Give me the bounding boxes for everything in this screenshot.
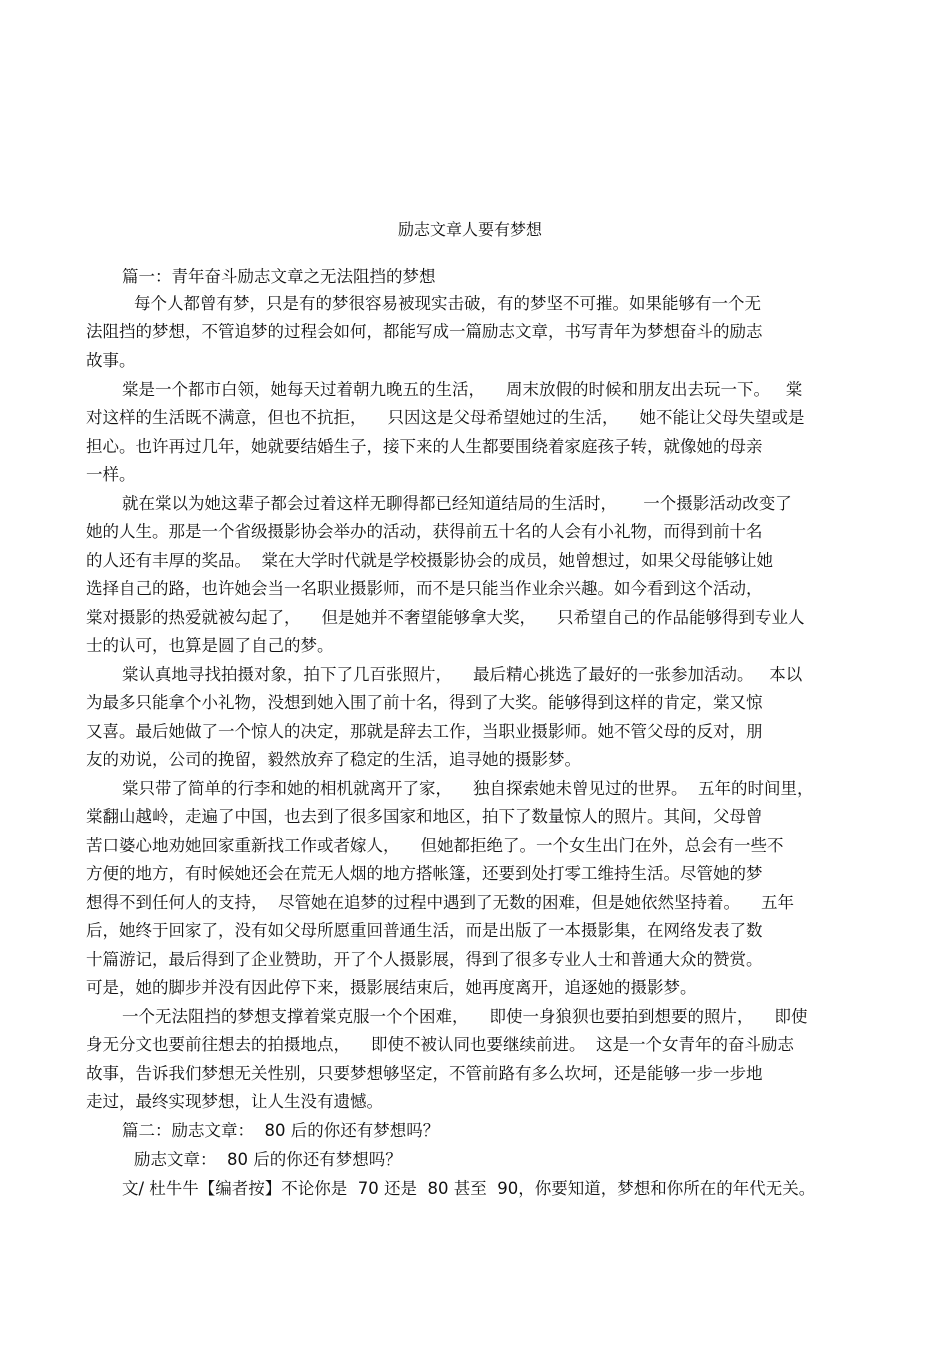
text-line: 后，她终于回家了，没有如父母所愿重回普通生活，而是出版了一本摄影集，在网络发表了数 [86, 921, 763, 940]
text-line: 一样。 [86, 465, 136, 484]
section-heading-1: 篇一：青年奋斗励志文章之无法阻挡的梦想 [122, 267, 436, 286]
text-line: 想得不到任何人的支持， 尽管她在追梦的过程中遇到了无数的困难，但是她依然坚持着。 五年 [86, 893, 794, 912]
text-line: 就在棠以为她这辈子都会过着这样无聊得都已经知道结局的生活时， 一个摄影活动改变了 [122, 494, 792, 513]
text-line: 一个无法阻挡的梦想支撑着棠克服一个个困难， 即使一身狼狈也要拍到想要的照片， 即使 [122, 1007, 808, 1026]
document-title: 励志文章人要有梦想 [397, 220, 542, 239]
text-line: 对这样的生活既不满意，但也不抗拒， 只因这是父母希望她过的生活， 她不能让父母失望或是 [86, 408, 805, 427]
text-line: 棠翻山越岭，走遍了中国，也去到了很多国家和地区，拍下了数量惊人的照片。其间，父母曾 [86, 807, 763, 826]
subheading: 励志文章： 80 后的你还有梦想吗？ [134, 1150, 402, 1169]
text-line: 又喜。最后她做了一个惊人的决定，那就是辞去工作，当职业摄影师。她不管父母的反对，朋 [86, 722, 763, 741]
text-line: 棠认真地寻找拍摄对象，拍下了几百张照片， 最后精心挑选了最好的一张参加活动。 本以 [122, 665, 803, 684]
text-line: 文/ 杜牛牛【编者按】不论你是 70 还是 80 甚至 90，你要知道，梦想和你所在的年代无关。 [122, 1179, 816, 1198]
text-line: 十篇游记，最后得到了企业赞助，开了个人摄影展，得到了很多专业人士和普通大众的赞赏。 [86, 950, 763, 969]
text-line: 选择自己的路，也许她会当一名职业摄影师，而不是只能当作业余兴趣。如今看到这个活动， [86, 579, 763, 598]
section-heading-2: 篇二：励志文章： 80 后的你还有梦想吗？ [122, 1121, 440, 1140]
text-line: 她的人生。那是一个省级摄影协会举办的活动，获得前五十名的人会有小礼物，而得到前十名 [86, 522, 763, 541]
text-line: 故事。 [86, 351, 136, 370]
text-line: 担心。也许再过几年，她就要结婚生子，接下来的人生都要围绕着家庭孩子转，就像她的母亲 [86, 437, 763, 456]
text-line: 的人还有丰厚的奖品。 棠在大学时代就是学校摄影协会的成员，她曾想过，如果父母能够让她 [86, 551, 773, 570]
text-line: 走过，最终实现梦想，让人生没有遗憾。 [86, 1092, 383, 1111]
text-line: 棠是一个都市白领，她每天过着朝九晚五的生活， 周末放假的时候和朋友出去玩一下。 棠 [122, 380, 803, 399]
text-line: 士的认可，也算是圆了自己的梦。 [86, 636, 334, 655]
text-line: 每个人都曾有梦，只是有的梦很容易被现实击破，有的梦坚不可摧。如果能够有一个无 [134, 294, 761, 313]
text-line: 身无分文也要前往想去的拍摄地点， 即使不被认同也要继续前进。 这是一个女青年的奋斗励志 [86, 1035, 794, 1054]
text-line: 友的劝说，公司的挽留，毅然放弃了稳定的生活，追寻她的摄影梦。 [86, 750, 581, 769]
text-line: 棠只带了简单的行李和她的相机就离开了家， 独自探索她未曾见过的世界。 五年的时间里， [122, 779, 814, 798]
text-line: 可是，她的脚步并没有因此停下来，摄影展结束后，她再度离开，追逐她的摄影梦。 [86, 978, 697, 997]
text-line: 方便的地方，有时候她还会在荒无人烟的地方搭帐篷，还要到处打零工维持生活。尽管她的梦 [86, 864, 763, 883]
text-line: 棠对摄影的热爱就被勾起了， 但是她并不奢望能够拿大奖， 只希望自己的作品能够得到专业人 [86, 608, 805, 627]
text-line: 为最多只能拿个小礼物，没想到她入围了前十名，得到了大奖。能够得到这样的肯定，棠又惊 [86, 693, 763, 712]
text-line: 苦口婆心地劝她回家重新找工作或者嫁人， 但她都拒绝了。一个女生出门在外，总会有一些不 [86, 836, 784, 855]
text-line: 故事，告诉我们梦想无关性别，只要梦想够坚定，不管前路有多么坎坷，还是能够一步一步地 [86, 1064, 763, 1083]
text-line: 法阻挡的梦想，不管追梦的过程会如何，都能写成一篇励志文章，书写青年为梦想奋斗的励志 [86, 322, 763, 341]
